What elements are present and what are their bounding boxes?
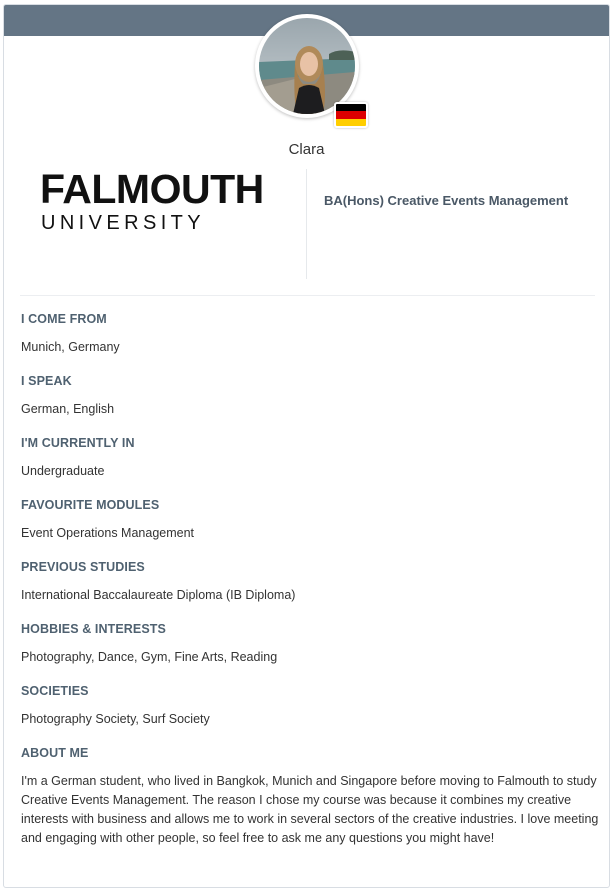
detail-value: Undergraduate [21, 464, 105, 478]
profile-card [3, 4, 610, 888]
detail-label: I COME FROM [21, 312, 107, 326]
detail-label: HOBBIES & INTERESTS [21, 622, 166, 636]
detail-label: I SPEAK [21, 374, 72, 388]
detail-value: Photography Society, Surf Society [21, 712, 210, 726]
detail-label: ABOUT ME [21, 746, 89, 760]
detail-currently-in [21, 436, 601, 481]
detail-value: German, English [21, 402, 115, 416]
detail-previous-studies [21, 560, 601, 605]
vertical-divider [306, 169, 307, 279]
detail-value: Munich, Germany [21, 340, 120, 354]
detail-label: SOCIETIES [21, 684, 89, 698]
detail-label: FAVOURITE MODULES [21, 498, 160, 512]
profile-name: Clara [288, 141, 325, 158]
detail-come-from [21, 312, 601, 357]
flag-stripe-red [336, 111, 366, 118]
detail-societies [21, 684, 601, 729]
detail-speak [21, 374, 601, 419]
course-name: BA(Hons) Creative Events Management [324, 193, 569, 208]
germany-flag-icon [334, 102, 368, 128]
about-me-text: I'm a German student, who lived in Bangkok, Munich and Singapore before moving to Falmouth to study Creative Events Management. The reason I chose my course was because it combines my creative interests with business and allows me to work in several sectors of the creative industries. I love meeting and engaging with other people, so feel free to ask me any questions you might have! [21, 774, 599, 845]
detail-label: PREVIOUS STUDIES [21, 560, 145, 574]
detail-value: Event Operations Management [21, 526, 195, 540]
flag-stripe-gold [336, 119, 366, 126]
avatar-photo [259, 18, 355, 114]
detail-hobbies [21, 622, 601, 667]
detail-value: International Baccalaureate Diploma (IB Diploma) [21, 588, 296, 602]
flag-stripe-black [336, 104, 366, 111]
detail-favourite-modules [21, 498, 601, 543]
detail-value: Photography, Dance, Gym, Fine Arts, Reading [21, 650, 278, 664]
horizontal-divider [20, 295, 595, 296]
logo-line-1: FALMOUTH [40, 166, 264, 212]
logo-line-2: UNIVERSITY [41, 212, 206, 234]
detail-about-me [21, 746, 601, 848]
detail-label: I'M CURRENTLY IN [21, 436, 135, 450]
university-logo[interactable] [40, 166, 290, 235]
